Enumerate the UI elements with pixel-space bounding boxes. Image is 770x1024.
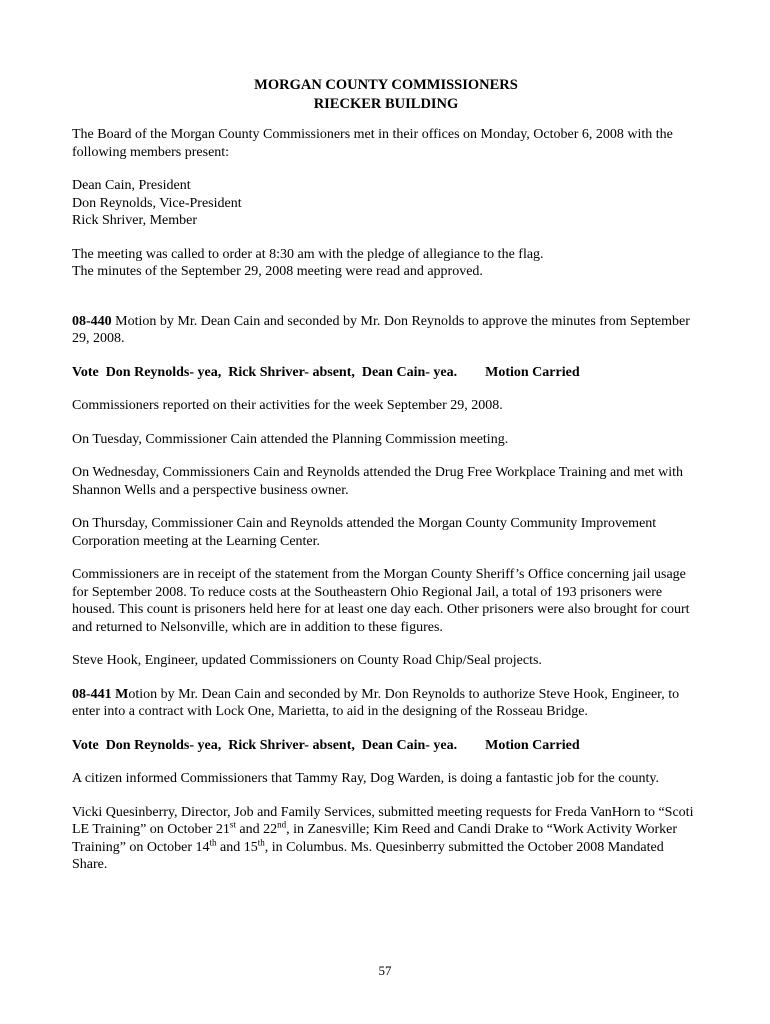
jfs-text-1: Vicki Quesinberry, Director, Job and Family Services, submitted meeting requests for Freda VanHorn to “Scoti LE Training” on October 21	[72, 804, 694, 837]
vote-result: Motion Carried	[485, 364, 580, 380]
vote-result: Motion Carried	[485, 737, 580, 753]
title-line-2: RIECKER BUILDING	[313, 96, 459, 112]
citizen-paragraph: A citizen informed Commissioners that Tammy Ray, Dog Warden, is doing a fantastic job for the county.	[72, 771, 659, 786]
opening-paragraph	[72, 246, 700, 281]
motion-text: Motion by Mr. Dean Cain and seconded by Mr. Don Reynolds to approve the minutes from September 29, 2008.	[72, 313, 690, 346]
intro-paragraph: The Board of the Morgan County Commissioners met in their offices on Monday, October 6, 2008 with the following members present:	[72, 127, 673, 160]
thursday-paragraph: On Thursday, Commissioner Cain and Reynolds attended the Morgan County Community Improvement Corporation meeting at the Learning Center.	[72, 516, 657, 549]
motion-number: 08-441 M	[72, 686, 129, 702]
jfs-text-3: , in Zanesville; Kim Reed and Candi Drake to “Work Activity Worker Training” on October 14	[72, 822, 678, 855]
jfs-sup-3: th	[209, 836, 217, 847]
jfs-sup-4: th	[257, 836, 265, 847]
vote-text: Vote Don Reynolds- yea, Rick Shriver- absent, Dean Cain- yea.	[72, 364, 458, 380]
title-line-1: MORGAN COUNTY COMMISSIONERS	[254, 77, 518, 93]
engineer-paragraph: Steve Hook, Engineer, updated Commissioners on County Road Chip/Seal projects.	[72, 653, 542, 668]
vote-text: Vote Don Reynolds- yea, Rick Shriver- absent, Dean Cain- yea.	[72, 737, 458, 753]
motion-text: otion by Mr. Dean Cain and seconded by Mr. Don Reynolds to authorize Steve Hook, Engineer, to enter into a contract with Lock One, Marietta, to aid in the designing of the Rosseau Bridge.	[72, 686, 680, 719]
opening-line-1: The meeting was called to order at 8:30 am with the pledge of allegiance to the flag.	[72, 246, 544, 262]
jfs-paragraph	[72, 804, 700, 874]
activities-paragraph: Commissioners reported on their activities for the week September 29, 2008.	[72, 398, 503, 413]
member-vice-president: Don Reynolds, Vice-President	[72, 195, 242, 211]
members-list	[72, 177, 700, 230]
motion-08-441	[72, 686, 700, 721]
page-number: 57	[378, 963, 392, 978]
jfs-text-4: and 15	[216, 839, 258, 855]
wednesday-paragraph: On Wednesday, Commissioners Cain and Reynolds attended the Drug Free Workplace Training and met with Shannon Wells and a perspective business owner.	[72, 465, 684, 498]
document-title	[72, 76, 700, 114]
tuesday-paragraph: On Tuesday, Commissioner Cain attended the Planning Commission meeting.	[72, 431, 509, 447]
jfs-text-5: , in Columbus. Ms. Quesinberry submitted the October 2008 Mandated Share.	[72, 839, 664, 872]
vote-record-2	[72, 737, 700, 755]
jfs-sup-2: nd	[277, 819, 287, 830]
vote-record-1	[72, 364, 700, 382]
jfs-sup-1: st	[229, 819, 236, 830]
opening-line-2: The minutes of the September 29, 2008 meeting were read and approved.	[72, 264, 483, 279]
motion-number: 08-440	[72, 313, 112, 329]
motion-08-440	[72, 313, 700, 348]
jfs-text-2: and 22	[235, 822, 278, 837]
jail-paragraph: Commissioners are in receipt of the statement from the Morgan County Sheriff’s Office concerning jail usage for September 2008. To reduce costs at the Southeastern Ohio Regional Jail, a total of 193 prisoners were housed. This count is prisoners held here for at least one day each. Other prisoners were also brought for court and returned to Nelsonville, which are in addition to these figures.	[72, 567, 690, 635]
member-member: Rick Shriver, Member	[72, 213, 198, 228]
member-president: Dean Cain, President	[72, 178, 191, 193]
